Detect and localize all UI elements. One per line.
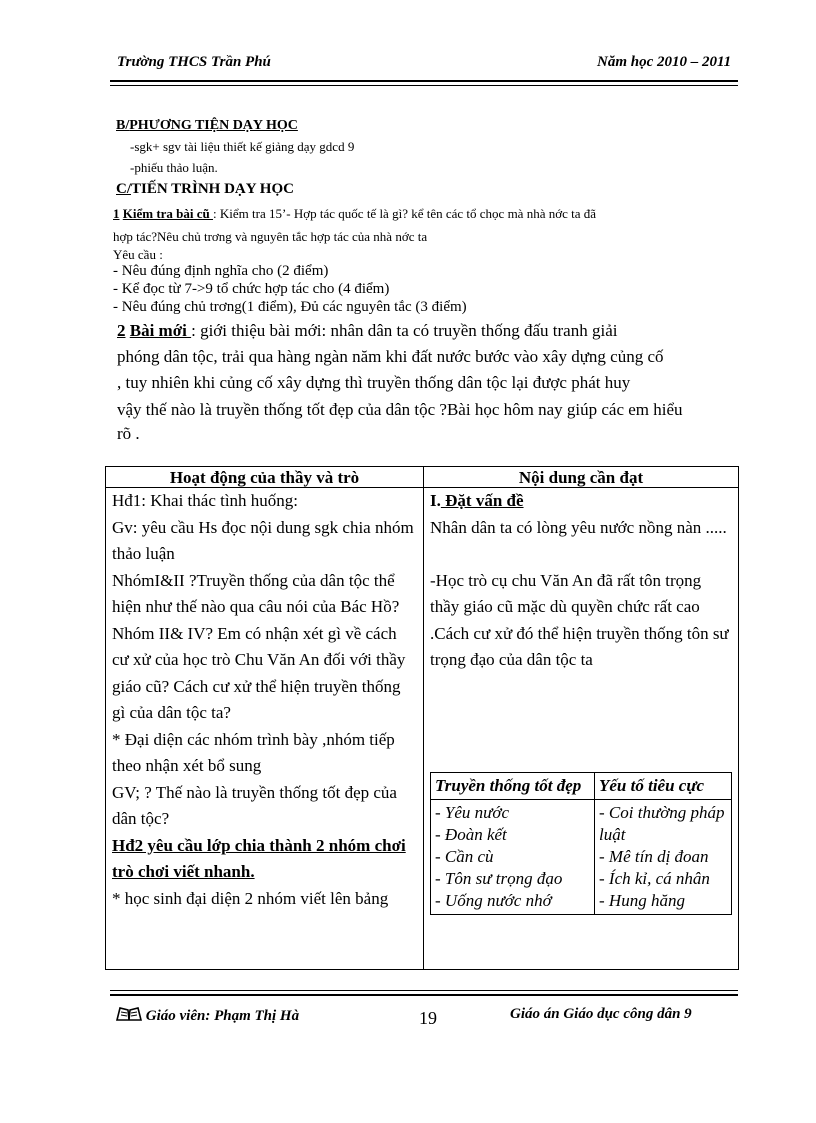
negative-factors-header: Yếu tố tiêu cực: [595, 772, 732, 799]
activity-line: Nhóm II& IV? Em có nhận xét gì về cách cư xử của học trò Chu Văn An đối với thầy giáo cũ? Cách cư xử thể hiện truyền thống gì của dân tộc ta?: [112, 623, 406, 722]
new-lesson-line-2: phóng dân tộc, trải qua hàng ngàn năm khi đất nước bước vào xây dựng củng cố: [117, 347, 664, 366]
activity-line: * học sinh đại diện 2 nhóm viết lên bảng: [112, 888, 389, 908]
check-label: Kiểm tra bài cũ: [122, 206, 214, 221]
requirement-1: - Nêu đúng định nghĩa cho (2 điểm): [113, 263, 329, 279]
good-traditions-list: [431, 799, 595, 914]
section-c-title: TIẾN TRÌNH DẠY HỌC: [131, 181, 294, 197]
activity-line: GV; ? Thế nào là truyền thống tốt đẹp của dân tộc?: [112, 782, 397, 828]
requirements-label: Yêu cầu :: [113, 247, 163, 262]
requirement-3: - Nêu đúng chủ trơng(1 điểm), Đủ các nguyên tắc (3 điểm): [113, 299, 467, 315]
list-item: - Yêu nước: [435, 802, 510, 822]
header-rule-bottom: [110, 85, 738, 86]
new-lesson-line-4: vậy thế nào là truyền thống tốt đẹp của dân tộc ?Bài học hôm nay giúp các em hiểu: [117, 400, 683, 419]
list-item: - Mê tín dị đoan: [599, 846, 709, 866]
check-line-2: hợp tác?Nêu chủ trơng và nguyên tắc hợp tác của nhà nớc ta: [113, 229, 428, 244]
content-paragraph-1: Nhân dân ta có lòng yêu nước nồng nàn .....: [430, 517, 727, 537]
content-section-number: I.: [430, 491, 441, 510]
new-lesson-label: Bài mới: [129, 321, 192, 340]
activity-line: NhómI&II ?Truyền thống của dân tộc thể hiện như thế nào qua câu nói của Bác Hồ?: [112, 570, 400, 616]
list-item: - Đoàn kết: [435, 824, 507, 844]
content-cell: [424, 488, 739, 970]
section-c-label: C/: [116, 181, 131, 197]
section-c: [116, 181, 294, 198]
new-lesson-line-1: [117, 321, 617, 341]
traditions-table: [430, 772, 732, 915]
list-item: - Uống nước nhớ: [435, 890, 552, 910]
content-section-title: Đặt vấn đề: [440, 491, 524, 510]
check-text-1: : Kiểm tra 15’- Hợp tác quốc tế là gì? kể tên các tổ chọc mà nhà nớc ta đã: [213, 206, 597, 221]
negative-factors-list: [595, 799, 732, 914]
footer-teacher: [116, 1006, 299, 1025]
activity-line: Gv: yêu cầu Hs đọc nội dung sgk chia nhóm thảo luận: [112, 517, 414, 563]
list-item: - Cần cù: [435, 846, 494, 866]
list-item: - Coi thường pháp luật: [599, 802, 725, 844]
school-year: Năm học 2010 – 2011: [597, 54, 732, 70]
section-b-label: B/: [116, 118, 130, 133]
activity-hd2: Hđ2 yêu cầu lớp chia thành 2 nhóm chơi trò chơi viết nhanh.: [112, 835, 406, 881]
page-number: 19: [419, 1008, 437, 1028]
section-b: [116, 118, 298, 134]
check-number: 1: [113, 206, 120, 221]
teacher-name: Giáo viên: Phạm Thị Hà: [145, 1008, 300, 1024]
good-traditions-header: Truyền thống tốt đẹp: [431, 772, 595, 799]
book-icon: [116, 1006, 142, 1022]
section-b-item-1: -sgk+ sgv tài liệu thiết kế giảng dạy gdcd 9: [130, 139, 355, 154]
new-lesson-line-3: , tuy nhiên khi củng cố xây dựng thì truyền thống dân tộc lại được phát huy: [117, 373, 631, 392]
header-rule-top: [110, 80, 738, 82]
new-lesson-line-5: rõ .: [117, 424, 140, 443]
new-lesson-text-1: : giới thiệu bài mới: nhân dân ta có truyền thống đấu tranh giải: [191, 321, 618, 340]
footer-rule-bottom: [110, 994, 738, 996]
footer-subject: Giáo án Giáo dục công dân 9: [510, 1006, 692, 1022]
footer-rule-top: [110, 990, 738, 991]
new-lesson-number: 2: [117, 321, 126, 340]
activities-cell: [106, 488, 424, 970]
col2-header: Nội dung cần đạt: [424, 467, 739, 488]
content-paragraph-2: -Học trò cụ chu Văn An đã rất tôn trọng thầy giáo cũ mặc dù quyền chức rất cao .Cách cư xử đó thể hiện truyền thống tôn sư trọng đạo của dân tộc ta: [430, 570, 729, 669]
col1-header: Hoạt động của thầy và trò: [106, 467, 424, 488]
list-item: - Hung hăng: [599, 890, 685, 910]
check-line-1: [113, 206, 596, 222]
section-b-title: PHƯƠNG TIỆN DẠY HỌC: [129, 118, 298, 133]
requirement-2: - Kể đọc từ 7->9 tổ chức hợp tác cho (4 điểm): [113, 281, 390, 297]
lesson-table: [105, 466, 739, 970]
section-b-item-2: -phiếu thảo luận.: [130, 160, 218, 175]
list-item: - Tôn sư trọng đạo: [435, 868, 563, 888]
activity-line: Hđ1: Khai thác tình huống:: [112, 491, 299, 510]
list-item: - Ích kỉ, cá nhân: [599, 868, 710, 888]
school-name: Trường THCS Trần Phú: [117, 54, 271, 70]
activity-line: * Đại diện các nhóm trình bày ,nhóm tiếp theo nhận xét bổ sung: [112, 729, 395, 775]
